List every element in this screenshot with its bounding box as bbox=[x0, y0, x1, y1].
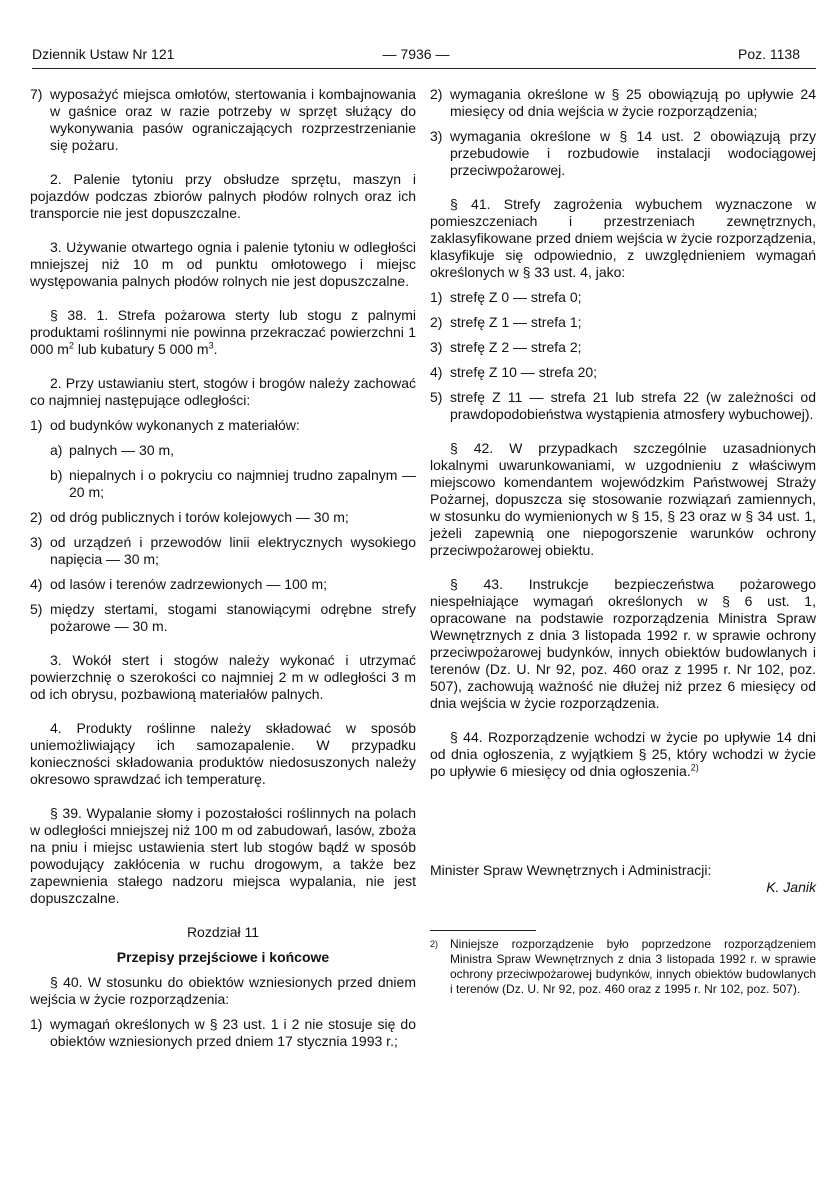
list-item: 5) strefę Z 11 — strefa 21 lub strefa 22 (w zależności od prawdopodobieństwa wystąpienia atmosfery wybuchowej). bbox=[430, 389, 816, 422]
page-number: — 7936 — bbox=[382, 46, 450, 62]
section-41: § 41. Strefy zagrożenia wybuchem wyznaczone w pomieszczeniach i przestrzeniach zewnętrznych, zaklasyfikowane przed dniem wejścia w życie rozporządzenia, klasyfikuje się odpowiednio, z uwzględnieniem wymagań określonych w § 33 ust. 4, jako: bbox=[430, 196, 816, 280]
paragraph: 2. Palenie tytoniu przy obsłudze sprzętu, maszyn i pojazdów podczas zbiorów palnych płodów rolnych oraz ich transporcie nie jest dopuszczalne. bbox=[30, 171, 416, 221]
minister-title: Minister Spraw Wewnętrznych i Administracji: bbox=[430, 862, 712, 878]
footnote-rule bbox=[430, 930, 536, 931]
paragraph: 3. Wokół stert i stogów należy wykonać i utrzymać powierzchnię o szerokości co najmniej 2 m w odległości 3 m od ich obrysu, pozbawioną materiałów palnych. bbox=[30, 652, 416, 702]
paragraph: 2. Przy ustawianiu stert, stogów i brogów należy zachować co najmniej następujące odległości: bbox=[30, 375, 416, 408]
list-item: 5) między stertami, stogami stanowiącymi odrębne strefy pożarowe — 30 m. bbox=[30, 601, 416, 634]
paragraph: 4. Produkty roślinne należy składować w sposób uniemożliwiający ich samozapalenie. W przypadku konieczności składowania produktów niedosuszonych należy okresowo sprawdzać ich temperaturę. bbox=[30, 720, 416, 787]
section-40: § 40. W stosunku do obiektów wzniesionych przed dniem wejścia w życie rozporządzenia: bbox=[30, 974, 416, 1007]
list-item: 2) od dróg publicznych i torów kolejowych — 30 m; bbox=[30, 509, 349, 525]
section-44: § 44. Rozporządzenie wchodzi w życie po upływie 14 dni od dnia ogłoszenia, z wyjątkiem § 25, który wchodzi w życie po upływie 6 miesięcy od dnia ogłoszenia.$^{2)}$ bbox=[430, 729, 816, 779]
position-number: Poz. 1138 bbox=[737, 46, 800, 62]
list-item: 1) wymagań określonych w § 23 ust. 1 i 2 nie stosuje się do obiektów wzniesionych przed dniem 17 stycznia 1993 r.; bbox=[30, 1016, 416, 1049]
header-rule bbox=[32, 68, 816, 69]
section-38-paragraph-1: § 38. 1. Strefa pożarowa sterty lub stogu z palnymi produktami roślinnymi nie powinna przekraczać powierzchni 1 000 $m^2$ lub kubatury 5 000 $m^3$. bbox=[30, 307, 416, 357]
signature: K. Janik bbox=[766, 879, 816, 895]
section-42: § 42. W przypadkach szczególnie uzasadnionych lokalnymi uwarunkowaniami, w uzgodnieniu z właściwym miejscowo komendantem wojewódzkim Państwowej Straży Pożarnej, dopuszcza się stosowanie rozwiązań zamiennych, w stosunku do wymienionych w § 15, § 23 oraz w § 34 ust. 1, jeżeli zapewnią one niepogorszenie warunków ochrony przeciwpożarowej obiektu. bbox=[430, 440, 816, 558]
list-item: 2) strefę Z 1 — strefa 1; bbox=[430, 314, 582, 330]
paragraph: 3. Używanie otwartego ognia i palenie tytoniu w odległości mniejszej niż 10 m od punktu omłotowego i miejsc występowania palnych płodów rolnych nie jest dopuszczalne. bbox=[30, 239, 416, 289]
journal-title: Dziennik Ustaw Nr 121 bbox=[32, 46, 175, 62]
list-item: 3) strefę Z 2 — strefa 2; bbox=[430, 339, 582, 355]
section-39: § 39. Wypalanie słomy i pozostałości roślinnych na polach w odległości mniejszej niż 100 m od zabudowań, lasów, zboża na pniu i miejsc ustawienia stert lub stogów bądź w sposób powodujący zakłócenia w ruchu drogowym, a także bez zapewnienia stałego nadzoru miejsca wypalania, nie jest dopuszczalne. bbox=[30, 805, 416, 906]
sub-list-item: a) palnych — 30 m, bbox=[50, 442, 175, 458]
footnote: 2) Niniejsze rozporządzenie było poprzedzone rozporządzeniem Ministra Spraw Wewnętrznych z dnia 3 listopada 1992 r. w sprawie ochrony przeciwpożarowej budynków, innych obiektów budowlanych i terenów (Dz. U. Nr 92, poz. 460 oraz z 1995 r. Nr 102, poz. 507). bbox=[430, 937, 816, 996]
list-item: 1) strefę Z 0 — strefa 0; bbox=[430, 289, 582, 305]
list-item: 2) wymagania określone w § 25 obowiązują po upływie 24 miesięcy od dnia wejścia w życie rozporządzenia; bbox=[430, 86, 816, 119]
list-item: 3) wymagania określone w § 14 ust. 2 obowiązują przy przebudowie i rozbudowie instalacji wodociągowej przeciwpożarowej. bbox=[430, 128, 816, 178]
list-item: 4) od lasów i terenów zadrzewionych — 100 m; bbox=[30, 576, 328, 592]
sub-list-item: b) niepalnych i o pokryciu co najmniej trudno zapalnym — 20 m; bbox=[50, 467, 416, 500]
list-item: 1) od budynków wykonanych z materiałów: bbox=[30, 417, 300, 433]
chapter-title: Przepisy przejściowe i końcowe bbox=[116, 949, 330, 965]
list-item: 3) od urządzeń i przewodów linii elektrycznych wysokiego napięcia — 30 m; bbox=[30, 534, 416, 567]
page-header bbox=[32, 44, 800, 68]
chapter-number: Rozdział 11 bbox=[186, 924, 260, 940]
list-item: 7) wyposażyć miejsca omłotów, stertowania i kombajnowania w gaśnice oraz w razie potrzeby w sprzęt służący do wykonywania pasów ograniczających rozprzestrzenianie się pożaru. bbox=[30, 86, 416, 153]
right-column bbox=[430, 86, 816, 997]
list-item: 4) strefę Z 10 — strefa 20; bbox=[430, 364, 598, 380]
section-43: § 43. Instrukcje bezpieczeństwa pożarowego niespełniające wymagań określonych w § 6 ust. 1, opracowane na podstawie rozporządzenia Ministra Spraw Wewnętrznych z dnia 3 listopada 1992 r. w sprawie ochrony przeciwpożarowej budynków, innych obiektów budowlanych i terenów (Dz. U. Nr 92, poz. 460 oraz z 1995 r. Nr 102, poz. 507), zachowują ważność nie dłużej niż przez 6 miesięcy od dnia wejścia w życie rozporządzenia. bbox=[430, 576, 816, 711]
left-column bbox=[30, 86, 416, 1050]
footnote-ref: 2) bbox=[690, 762, 699, 773]
